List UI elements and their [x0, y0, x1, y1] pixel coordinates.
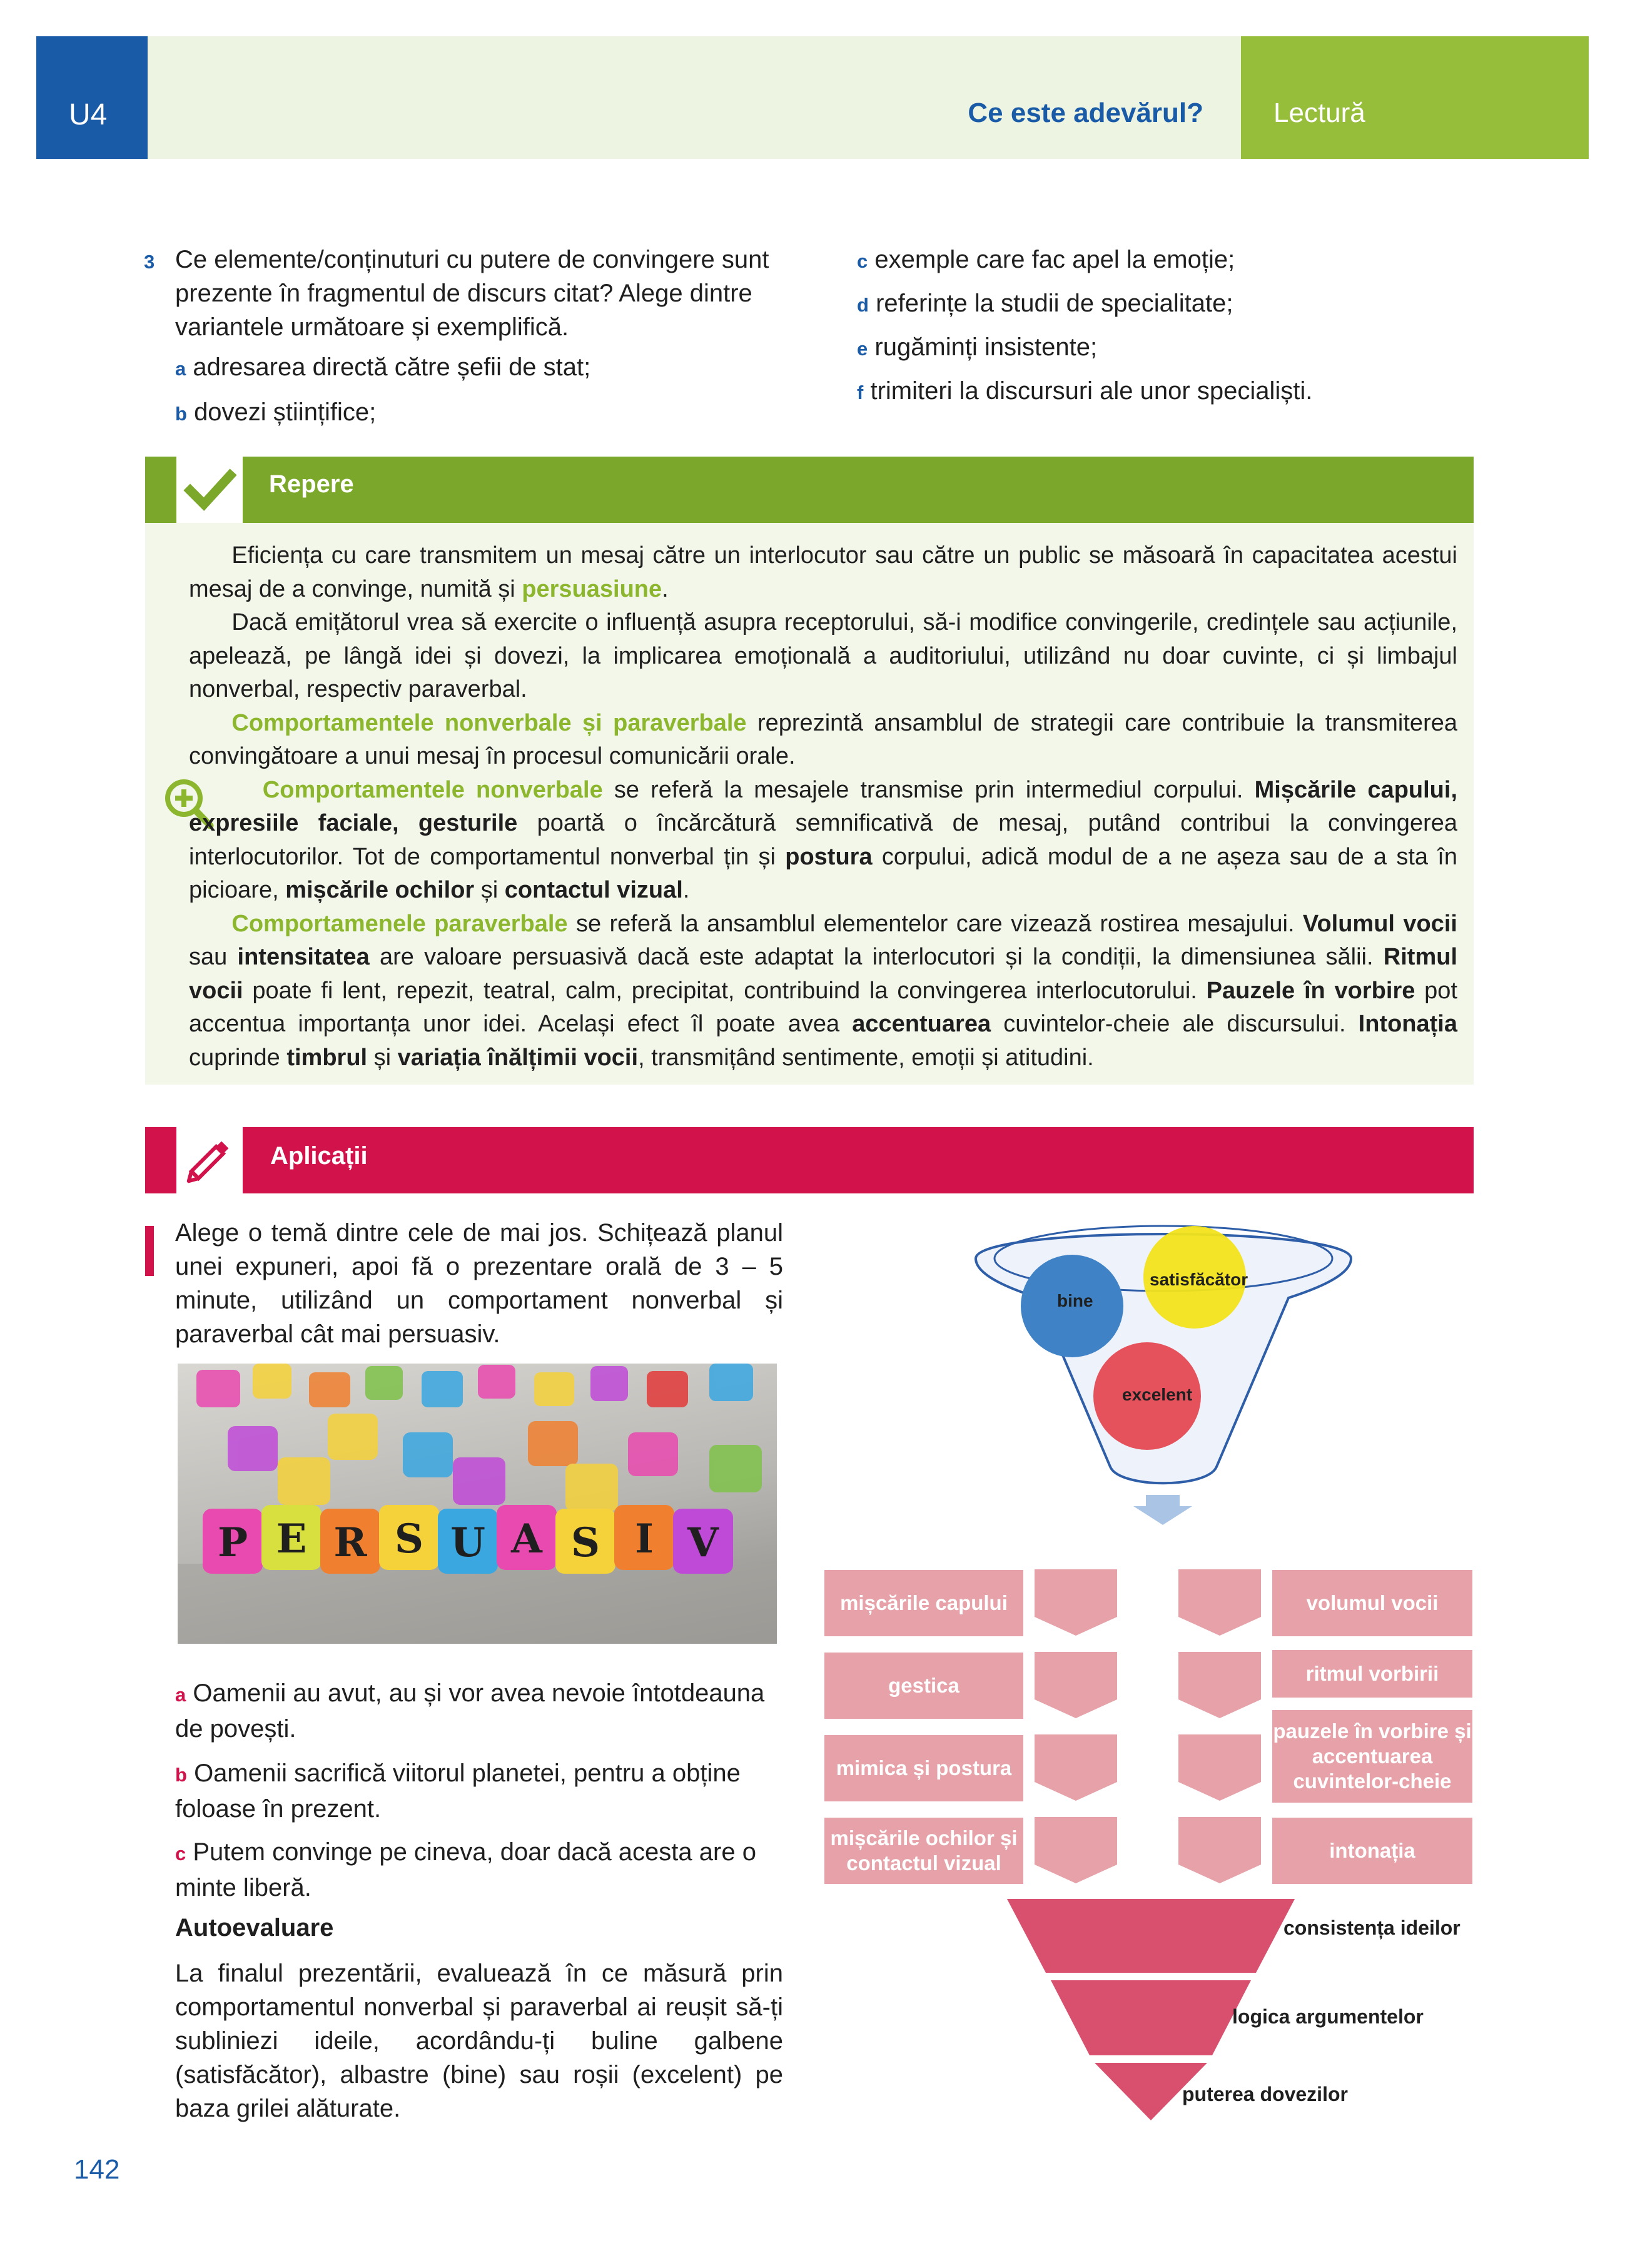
box-miscarile-ochilor: mișcările ochilor și contactul vizual	[824, 1818, 1023, 1884]
photo-letter: P	[217, 1519, 248, 1566]
box-mimica-postura: mimica și postura	[824, 1735, 1023, 1801]
photo-letter: U	[450, 1519, 485, 1566]
option-a: a adresarea directă către șefii de stat;	[175, 353, 591, 381]
autoevaluare-title: Autoevaluare	[175, 1914, 334, 1941]
question-number: 3	[144, 251, 155, 273]
funnel-diagram	[963, 1220, 1364, 1545]
box-gestica: gestica	[824, 1653, 1023, 1719]
circle-label-excelent: excelent	[1122, 1385, 1193, 1404]
photo-letter: V	[687, 1519, 719, 1566]
option-b: b dovezi științifice;	[175, 398, 377, 426]
photo-letter: A	[511, 1516, 542, 1562]
question-text: Ce elemente/conținuturi cu putere de convingere sunt prezente în fragmentul de discurs citat? Alege dintre variantele următoare și exemplifică.	[175, 246, 769, 341]
right-arrow-column	[1176, 1567, 1263, 1886]
header-bar	[148, 36, 1241, 159]
down-arrow	[1133, 1495, 1192, 1525]
unit-badge	[36, 36, 148, 159]
circle-label-satisfacator: satisfăcător	[1150, 1270, 1248, 1289]
photo-letter: I	[635, 1516, 654, 1562]
left-arrow-column	[1032, 1567, 1120, 1886]
page-number: 142	[74, 2154, 120, 2185]
box-miscarile-capului: mișcările capului	[824, 1570, 1023, 1636]
pencil-icon	[176, 1127, 243, 1193]
theme-b: b Oamenii sacrifică viitorul planetei, pentru a obține foloase în prezent.	[175, 1759, 741, 1823]
photo-letter: S	[394, 1516, 424, 1562]
box-volumul-vocii: volumul vocii	[1272, 1570, 1472, 1636]
theme-a: a Oamenii au avut, au și vor avea nevoie întotdeauna de povești.	[175, 1679, 765, 1743]
label-puterea: puterea dovezilor	[1182, 2083, 1348, 2105]
section-tab	[1241, 36, 1589, 159]
option-c: c exemple care fac apel la emoție;	[857, 246, 1235, 273]
option-f: f trimiteri la discursuri ale unor specialiști.	[857, 377, 1313, 405]
persuasiv-photo	[178, 1364, 777, 1644]
photo-letter: S	[570, 1519, 600, 1566]
box-ritmul-vorbirii: ritmul vorbirii	[1272, 1650, 1472, 1698]
option-e: e rugăminți insistente;	[857, 333, 1098, 361]
label-consistenta: consistența ideilor	[1283, 1916, 1460, 1939]
label-logica: logica argumentelor	[1232, 2005, 1424, 2028]
unit-label: U4	[69, 98, 108, 131]
photo-letter: E	[276, 1516, 307, 1562]
checkmark-icon	[176, 457, 243, 523]
repere-text: Eficiența cu care transmitem un mesaj către un interlocutor sau către un public se măsoară în capacitatea acestui mesaj de a convinge, numită și persuasiune. Dacă emițătorul vrea să exercite o influență asupra receptorului, să-i modifice convingerile, credințele sau acțiunile, apelează, pe lângă idei și dovezi, la implicarea emoțională a auditoriului, utilizând nu doar cuvinte, ci și limbajul nonverbal, respectiv paraverbal. Comportamentele nonverbale și paraverbale reprezintă ansamblul de strategii care contribuie la transmiterea convingătoare a unui mesaj în procesul comunicării orale. Comportamentele nonverbale se referă la mesajele transmise prin intermediul corpului. Mișcările capului, expresiile faciale, gesturile poartă o încărcătură semnificativă de mesaj, putând contribui la convingerea interlocutorilor. Tot de comportamentul nonverbal țin și postura corpului, adică modul de a ne așeza sau de a sta în picioare, mișcările ochilor și contactul vizual. Comportamenele paraverbale se referă la ansamblul elementelor care vizează rostirea mesajului. Volumul vocii sau intensitatea are valoare persuasivă dacă este adaptat la interlocutori și la condiții, la dimensiunea sălii. Ritmul vocii poate fi lent, repezit, teatral, calm, precipitat, contribuind la convingerea interlocutorului. Pauzele în vorbire pot accentua importanța unor idei. Același efect îl poate avea accentuarea cuvintelor-cheie ale discursului. Intonația cuprinde timbrul și variația înălțimii vocii, transmițând sentimente, emoții și atitudini.	[189, 542, 1458, 1071]
autoevaluare-text: La finalul prezentării, evaluează în ce măsură prin comportamentul nonverbal și paraverbal ai reușit să-ți subliniezi ideile, acordându-ți buline galbene (satisfăcător), albastre (bine) sau roșii (excelent) pe baza grilei alăturate.	[175, 1960, 783, 2122]
theme-c: c Putem convinge pe cineva, doar dacă acesta are o minte liberă.	[175, 1838, 756, 1901]
chapter-title: Ce este adevărul?	[968, 98, 1203, 128]
aplicatii-title: Aplicații	[270, 1142, 368, 1170]
aplicatii-instructions: Alege o temă dintre cele de mai jos. Schițează planul unei expuneri, apoi fă o prezentare orală de 3 – 5 minute, utilizând un comportament nonverbal și paraverbal cât mai persuasiv.	[175, 1219, 783, 1348]
box-pauzele: pauzele în vorbire și accentuarea cuvintelor-cheie	[1272, 1710, 1472, 1803]
repere-title: Repere	[269, 470, 354, 498]
accent-bar	[145, 1226, 154, 1276]
circle-label-bine: bine	[1057, 1291, 1093, 1310]
box-intonatia: intonația	[1272, 1818, 1472, 1884]
section-label: Lectură	[1273, 98, 1365, 128]
option-d: d referințe la studii de specialitate;	[857, 290, 1233, 317]
photo-letter: R	[333, 1519, 367, 1566]
